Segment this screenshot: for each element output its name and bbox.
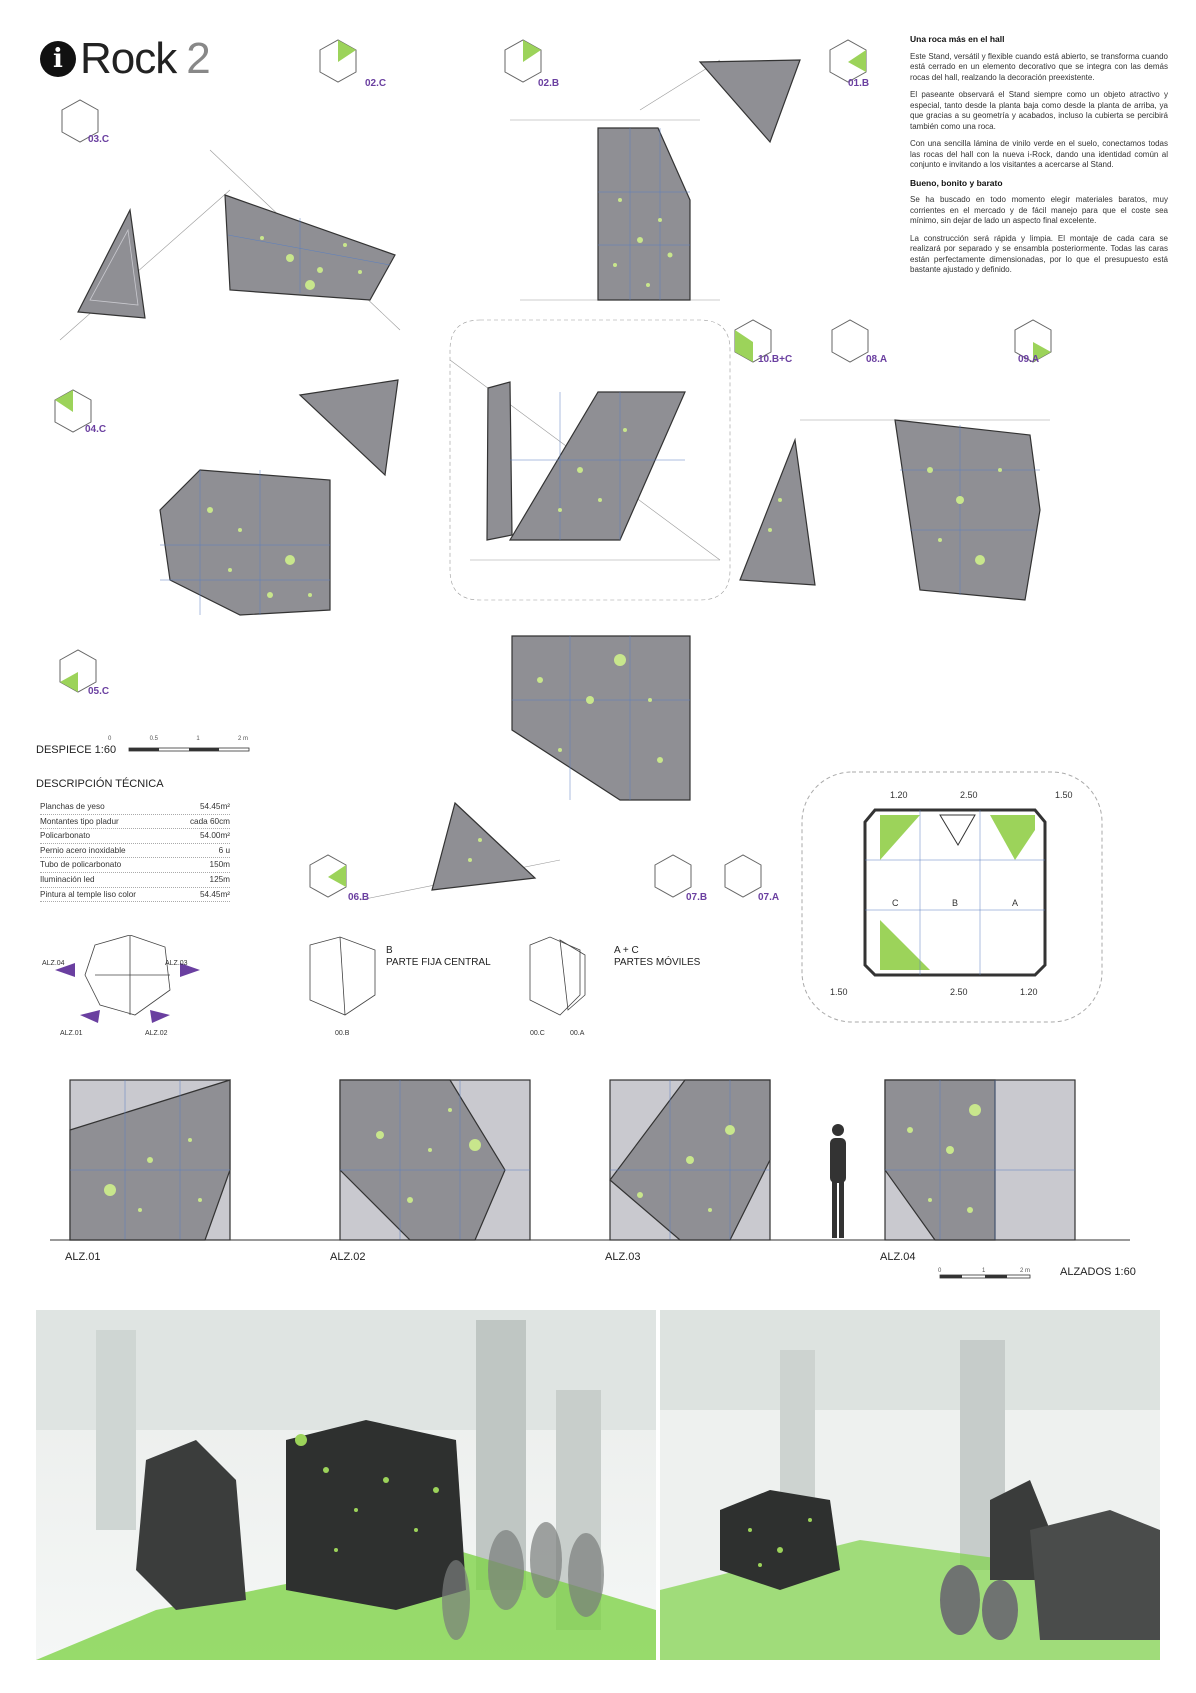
face-08a: [740, 440, 815, 585]
label-02b: 02.B: [538, 78, 560, 89]
elevations-scale-bar: [938, 1268, 1030, 1278]
paragraph-5: La construcción será rápida y limpia. El montaje de cada cara se realizará por separado y se ensambla posteriormente. Todas las caras están perfectamente dimensionadas, por lo que el presupuesto está bastante ajustado y definido.: [910, 233, 1168, 274]
tech-spec-list: [40, 800, 230, 902]
spec-row: Montantes tipo pladur cada 60cm: [40, 815, 230, 830]
face-04c: [300, 380, 398, 475]
plan-dim: 1.20: [890, 790, 908, 800]
label-07b: 07.B: [686, 892, 708, 903]
face-06b: [432, 803, 535, 890]
spec-row: Policarbonato 54.00m²: [40, 829, 230, 844]
heading-hall: Una roca más en el hall: [910, 34, 1005, 44]
paragraph-1: Este Stand, versátil y flexible cuando está abierto, se transforma cuando está cerrado en un elemento decorativo que se integra con las demás rocas del hall, realzando la decoración preexistente.: [910, 51, 1168, 82]
elevations-title: ALZADOS 1:60: [1060, 1266, 1136, 1278]
label-06b: 06.B: [348, 892, 370, 903]
despiece-scale-bar: [127, 742, 257, 756]
label-07a: 07.A: [758, 892, 780, 903]
plan-label-b: B: [952, 898, 959, 908]
label-02c: 02.C: [365, 78, 387, 89]
face-07b: [512, 636, 690, 800]
elev-label-alz02: ALZ.02: [330, 1251, 366, 1263]
project-number: 2: [186, 34, 211, 83]
label-08a: 08.A: [866, 354, 888, 365]
face-03c: [78, 210, 145, 318]
plan-dim: 1.20: [1020, 987, 1038, 997]
face-02b: [598, 128, 690, 300]
parts-code-b: 00.B: [335, 1030, 350, 1037]
face-10b: [510, 392, 685, 540]
person-silhouette: [830, 1124, 846, 1238]
elev-label-alz01: ALZ.01: [65, 1251, 101, 1263]
label-01b: 01.B: [848, 78, 870, 89]
label-04c: 04.C: [85, 424, 107, 435]
face-10c: [487, 382, 512, 540]
plan-view: [800, 770, 1110, 1030]
heading-cheap: Bueno, bonito y barato: [910, 177, 1003, 188]
spec-row: Pintura al temple liso color 54.45m²: [40, 888, 230, 903]
face-05c: [160, 470, 330, 615]
label-10bc: 10.B+C: [758, 354, 793, 365]
parts-alz03: ALZ.03: [165, 960, 188, 967]
project-name: Rock: [80, 34, 177, 83]
svg-text:0: 0: [938, 1268, 942, 1274]
tech-title: DESCRIPCIÓN TÉCNICA: [36, 778, 164, 790]
elevations-drawing: [30, 1050, 1170, 1290]
plan-dim: 2.50: [950, 987, 968, 997]
paragraph-3: Con una sencilla lámina de vinilo verde en el suelo, conectamos todas las rocas del hall con la nueva i-Rock, dando una identidad común al conjunto e invitando a los visitantes a acercarse al Stand.: [910, 139, 1168, 169]
face-09a: [895, 420, 1040, 600]
spec-row: Pernio acero inoxidable 6 u: [40, 844, 230, 859]
plan-dim: 1.50: [830, 987, 848, 997]
part-b-label: B PARTE FIJA CENTRAL: [386, 945, 491, 968]
plan-dim: 1.50: [1055, 790, 1073, 800]
svg-text:1: 1: [982, 1268, 986, 1274]
paragraph-4: Se ha buscado en todo momento elegir materiales baratos, muy corrientes en el mercado y de fácil manejo para que el coste sea mínimo, sin dejar de lado un aspecto final excelente.: [910, 195, 1168, 225]
elev-label-alz03: ALZ.03: [605, 1251, 641, 1263]
plan-dim: 2.50: [960, 790, 978, 800]
plan-label-a: A: [1012, 898, 1019, 908]
despiece-scale-labels: 0 0.5 1 2 m: [108, 736, 248, 742]
label-09a: 09.A: [1018, 354, 1040, 365]
spec-row: Iluminación led 125m: [40, 873, 230, 888]
elev-label-alz04: ALZ.04: [880, 1251, 916, 1263]
svg-text:2 m: 2 m: [1020, 1268, 1031, 1274]
spec-row: Planchas de yeso 54.45m²: [40, 800, 230, 815]
spec-row: Tubo de policarbonato 150m: [40, 858, 230, 873]
despiece-block: [36, 740, 257, 758]
parts-diagrams: [40, 935, 680, 1040]
parts-alz01: ALZ.01: [60, 1030, 83, 1037]
parts-alz02: ALZ.02: [145, 1030, 168, 1037]
label-05c: 05.C: [88, 686, 110, 697]
label-03c: 03.C: [88, 134, 110, 145]
despiece-title: DESPIECE 1:60: [36, 744, 117, 756]
render-right: [660, 1310, 1160, 1660]
plan-label-c: C: [892, 898, 899, 908]
paragraph-2: El paseante observará el Stand siempre como un objeto atractivo y especial, tanto desde la planta baja como desde la planta de arriba, ya que gracias a su geometría y acabados, incluso la cubierta se percibirá también como una roca.: [910, 90, 1168, 131]
parts-code-c: 00.C: [530, 1030, 545, 1037]
render-left: [36, 1310, 656, 1660]
i-logo-badge: i: [40, 41, 76, 77]
face-01b: [700, 60, 800, 142]
part-ac-label: A + C PARTES MÓVILES: [614, 945, 701, 968]
parts-alz04: ALZ.04: [42, 960, 65, 967]
parts-code-a: 00.A: [570, 1030, 585, 1037]
